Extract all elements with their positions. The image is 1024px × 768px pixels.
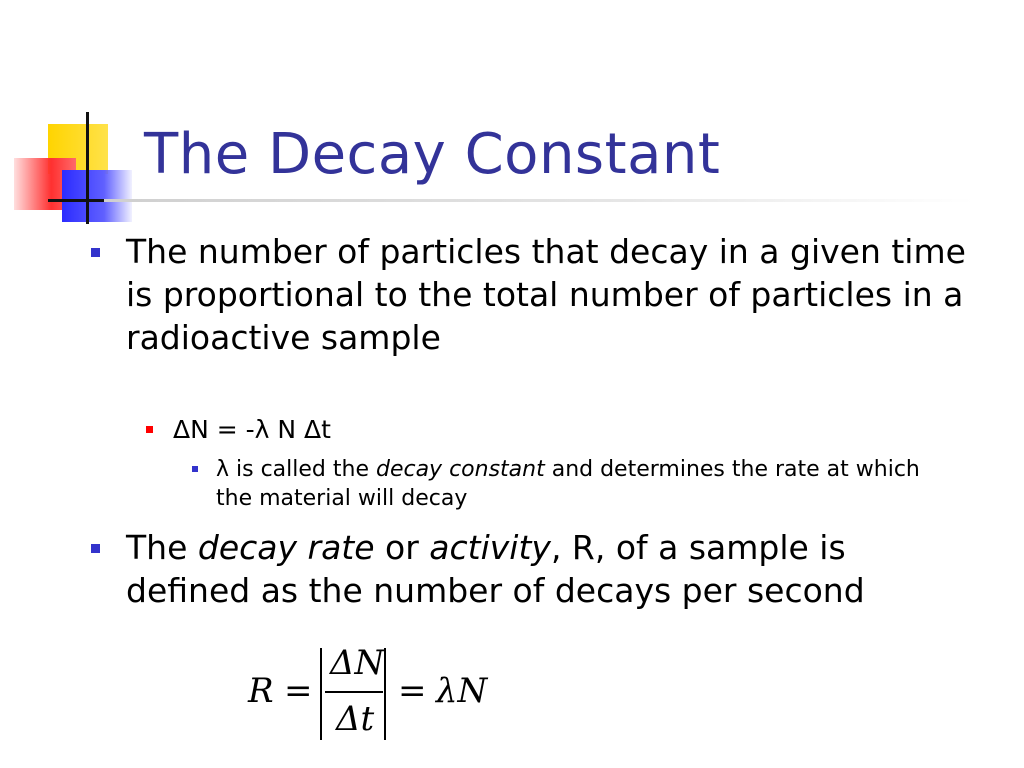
bullet-text-pre: The <box>126 528 198 567</box>
equation-lhs: R <box>248 671 274 711</box>
title-underline-rule <box>104 199 974 202</box>
bullet-text-emphasis: decay constant <box>375 457 545 482</box>
bullet-text: The number of particles that decay in a given time is proportional to the total number of particles in a radioactive sample <box>126 232 966 357</box>
bullet-decay-equation <box>173 414 331 446</box>
logo-blue-square <box>62 170 132 222</box>
bullet-square-icon <box>192 466 198 472</box>
bullet-text-mid: or <box>374 528 430 567</box>
abs-bar-left <box>320 648 322 740</box>
logo-vertical-line <box>86 112 89 224</box>
activity-equation <box>248 640 508 745</box>
slide-title: The Decay Constant <box>144 122 721 187</box>
equation-equals-1: = <box>284 671 313 711</box>
bullet-text-post: , R, of a sample is defined as the number of decays per second <box>126 528 865 610</box>
abs-bar-right <box>384 648 386 740</box>
equation-rhs: λN <box>436 671 488 711</box>
equation-equals-2: = <box>398 671 427 711</box>
bullet-lambda-definition <box>216 455 956 513</box>
bullet-text-emphasis-activity: activity <box>429 528 551 567</box>
bullet-square-icon <box>91 544 100 553</box>
bullet-particles-proportional <box>126 230 976 359</box>
bullet-decay-rate <box>126 526 976 612</box>
bullet-text-post: and determines the rate at which the material will decay <box>216 457 920 511</box>
equation-denominator: Δt <box>336 699 375 739</box>
bullet-square-icon <box>146 426 153 433</box>
bullet-text-emphasis-decay-rate: decay rate <box>197 528 375 567</box>
fraction-line <box>325 691 383 693</box>
equation-numerator: ΔN <box>330 643 385 683</box>
bullet-text: ΔN = -λ N Δt <box>173 415 331 444</box>
bullet-square-icon <box>91 248 100 257</box>
bullet-text-pre: λ is called the <box>216 457 376 482</box>
